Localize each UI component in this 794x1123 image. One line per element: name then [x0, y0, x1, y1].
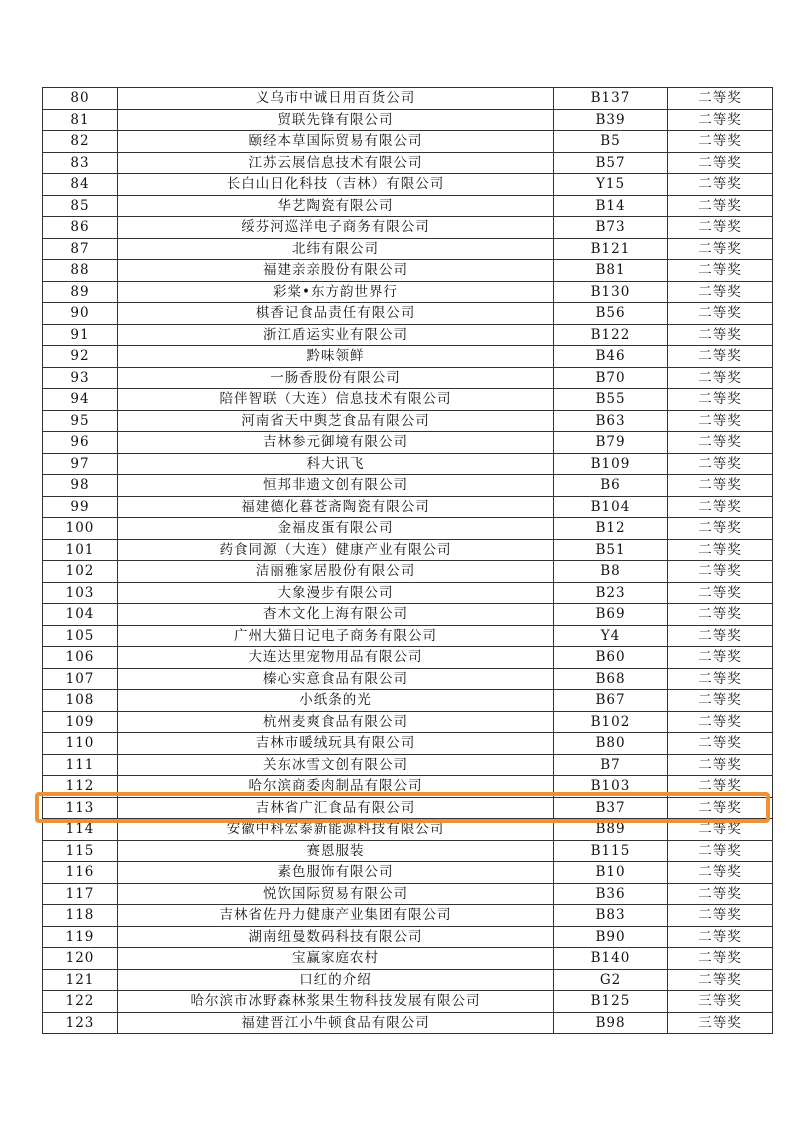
award-level: 二等奖: [668, 690, 773, 712]
table-row: [43, 776, 773, 798]
row-number: 92: [43, 346, 118, 368]
award-level: 二等奖: [668, 281, 773, 303]
company-name: 关东冰雪文创有限公司: [118, 754, 554, 776]
booth-code: B80: [554, 733, 668, 755]
company-name: 吉林省佐丹力健康产业集团有限公司: [118, 905, 554, 927]
table-row: [43, 883, 773, 905]
booth-code: B89: [554, 819, 668, 841]
company-name: 棋香记食品责任有限公司: [118, 303, 554, 325]
award-level: 二等奖: [668, 131, 773, 153]
booth-code: B79: [554, 432, 668, 454]
table-row: [43, 862, 773, 884]
booth-code: B39: [554, 109, 668, 131]
table-row: [43, 561, 773, 583]
row-number: 110: [43, 733, 118, 755]
company-name: 哈尔滨市冰野森林浆果生物科技发展有限公司: [118, 991, 554, 1013]
booth-code: B6: [554, 475, 668, 497]
award-level: 三等奖: [668, 991, 773, 1013]
row-number: 84: [43, 174, 118, 196]
row-number: 98: [43, 475, 118, 497]
table-row: [43, 797, 773, 819]
row-number: 103: [43, 582, 118, 604]
award-level: 二等奖: [668, 926, 773, 948]
company-name: 宝赢家庭农村: [118, 948, 554, 970]
row-number: 80: [43, 88, 118, 110]
row-number: 90: [43, 303, 118, 325]
row-number: 96: [43, 432, 118, 454]
award-level: 二等奖: [668, 346, 773, 368]
award-level: 二等奖: [668, 776, 773, 798]
row-number: 93: [43, 367, 118, 389]
booth-code: B7: [554, 754, 668, 776]
table-row: [43, 840, 773, 862]
table-row: [43, 668, 773, 690]
awards-table: [42, 87, 773, 1034]
row-number: 117: [43, 883, 118, 905]
row-number: 115: [43, 840, 118, 862]
table-row: [43, 604, 773, 626]
booth-code: B51: [554, 539, 668, 561]
booth-code: B90: [554, 926, 668, 948]
row-number: 113: [43, 797, 118, 819]
row-number: 108: [43, 690, 118, 712]
award-level: 二等奖: [668, 797, 773, 819]
booth-code: B121: [554, 238, 668, 260]
award-level: 二等奖: [668, 88, 773, 110]
row-number: 99: [43, 496, 118, 518]
row-number: 123: [43, 1012, 118, 1034]
table-row: [43, 582, 773, 604]
table-row: [43, 518, 773, 540]
company-name: 哈尔滨商委肉制品有限公司: [118, 776, 554, 798]
booth-code: B36: [554, 883, 668, 905]
row-number: 102: [43, 561, 118, 583]
company-name: 北纬有限公司: [118, 238, 554, 260]
company-name: 赛恩服装: [118, 840, 554, 862]
company-name: 素色服饰有限公司: [118, 862, 554, 884]
row-number: 85: [43, 195, 118, 217]
table-row: [43, 303, 773, 325]
table-row: [43, 367, 773, 389]
award-level: 二等奖: [668, 647, 773, 669]
table-row: [43, 174, 773, 196]
company-name: 浙江盾运实业有限公司: [118, 324, 554, 346]
row-number: 91: [43, 324, 118, 346]
row-number: 88: [43, 260, 118, 282]
award-level: 二等奖: [668, 174, 773, 196]
row-number: 86: [43, 217, 118, 239]
row-number: 107: [43, 668, 118, 690]
company-name: 小纸条的光: [118, 690, 554, 712]
award-level: 二等奖: [668, 754, 773, 776]
company-name: 绥芬河巡洋电子商务有限公司: [118, 217, 554, 239]
company-name: 吉林参元御境有限公司: [118, 432, 554, 454]
award-level: 二等奖: [668, 324, 773, 346]
table-row: [43, 647, 773, 669]
company-name: 福建晋江小牛顿食品有限公司: [118, 1012, 554, 1034]
row-number: 106: [43, 647, 118, 669]
row-number: 116: [43, 862, 118, 884]
row-number: 122: [43, 991, 118, 1013]
booth-code: B37: [554, 797, 668, 819]
award-level: 二等奖: [668, 883, 773, 905]
award-level: 二等奖: [668, 389, 773, 411]
company-name: 大象漫步有限公司: [118, 582, 554, 604]
award-level: 二等奖: [668, 905, 773, 927]
award-level: 二等奖: [668, 625, 773, 647]
table-row: [43, 948, 773, 970]
table-row: [43, 754, 773, 776]
booth-code: B102: [554, 711, 668, 733]
award-level: 二等奖: [668, 840, 773, 862]
row-number: 109: [43, 711, 118, 733]
company-name: 长白山日化科技（吉林）有限公司: [118, 174, 554, 196]
booth-code: Y15: [554, 174, 668, 196]
award-level: 二等奖: [668, 711, 773, 733]
booth-code: B103: [554, 776, 668, 798]
company-name: 口红的介绍: [118, 969, 554, 991]
table-row: [43, 217, 773, 239]
award-level: 二等奖: [668, 238, 773, 260]
booth-code: B137: [554, 88, 668, 110]
table-row: [43, 690, 773, 712]
award-level: 二等奖: [668, 668, 773, 690]
booth-code: B130: [554, 281, 668, 303]
company-name: 黔味领鲜: [118, 346, 554, 368]
award-level: 二等奖: [668, 109, 773, 131]
award-level: 二等奖: [668, 518, 773, 540]
booth-code: B68: [554, 668, 668, 690]
booth-code: B55: [554, 389, 668, 411]
award-level: 二等奖: [668, 367, 773, 389]
company-name: 杳木文化上海有限公司: [118, 604, 554, 626]
booth-code: B115: [554, 840, 668, 862]
table-row: [43, 819, 773, 841]
company-name: 金福皮蛋有限公司: [118, 518, 554, 540]
table-row: [43, 432, 773, 454]
table-row: [43, 733, 773, 755]
table-row: [43, 281, 773, 303]
table-row: [43, 969, 773, 991]
award-level: 二等奖: [668, 260, 773, 282]
table-row: [43, 453, 773, 475]
row-number: 100: [43, 518, 118, 540]
booth-code: G2: [554, 969, 668, 991]
row-number: 95: [43, 410, 118, 432]
booth-code: B140: [554, 948, 668, 970]
company-name: 华艺陶瓷有限公司: [118, 195, 554, 217]
booth-code: B12: [554, 518, 668, 540]
company-name: 安徽中科宏泰新能源科技有限公司: [118, 819, 554, 841]
booth-code: B46: [554, 346, 668, 368]
row-number: 97: [43, 453, 118, 475]
row-number: 81: [43, 109, 118, 131]
table-row: [43, 195, 773, 217]
award-level: 二等奖: [668, 539, 773, 561]
award-level: 二等奖: [668, 195, 773, 217]
booth-code: B81: [554, 260, 668, 282]
booth-code: Y4: [554, 625, 668, 647]
booth-code: B23: [554, 582, 668, 604]
company-name: 颐经本草国际贸易有限公司: [118, 131, 554, 153]
table-row: [43, 496, 773, 518]
company-name: 杭州麦爽食品有限公司: [118, 711, 554, 733]
row-number: 82: [43, 131, 118, 153]
award-level: 二等奖: [668, 969, 773, 991]
row-number: 119: [43, 926, 118, 948]
award-level: 二等奖: [668, 862, 773, 884]
booth-code: B67: [554, 690, 668, 712]
award-level: 二等奖: [668, 410, 773, 432]
company-name: 药食同源（大连）健康产业有限公司: [118, 539, 554, 561]
table-row: [43, 238, 773, 260]
company-name: 江苏云展信息技术有限公司: [118, 152, 554, 174]
booth-code: B57: [554, 152, 668, 174]
award-level: 二等奖: [668, 475, 773, 497]
award-level: 二等奖: [668, 561, 773, 583]
row-number: 83: [43, 152, 118, 174]
row-number: 112: [43, 776, 118, 798]
booth-code: B83: [554, 905, 668, 927]
company-name: 彩棠•东方韵世界行: [118, 281, 554, 303]
award-level: 二等奖: [668, 152, 773, 174]
booth-code: B14: [554, 195, 668, 217]
award-level: 二等奖: [668, 217, 773, 239]
row-number: 121: [43, 969, 118, 991]
booth-code: B122: [554, 324, 668, 346]
row-number: 87: [43, 238, 118, 260]
booth-code: B63: [554, 410, 668, 432]
company-name: 一肠香股份有限公司: [118, 367, 554, 389]
award-level: 二等奖: [668, 303, 773, 325]
company-name: 湖南纽曼数码科技有限公司: [118, 926, 554, 948]
table-row: [43, 711, 773, 733]
company-name: 恒邦非遗文创有限公司: [118, 475, 554, 497]
table-row: [43, 905, 773, 927]
booth-code: B69: [554, 604, 668, 626]
company-name: 洁丽雅家居股份有限公司: [118, 561, 554, 583]
table-row: [43, 324, 773, 346]
table-row: [43, 346, 773, 368]
table-row: [43, 991, 773, 1013]
row-number: 104: [43, 604, 118, 626]
award-level: 三等奖: [668, 1012, 773, 1034]
booth-code: B60: [554, 647, 668, 669]
company-name: 大连达里宠物用品有限公司: [118, 647, 554, 669]
company-name: 河南省天中舆芝食品有限公司: [118, 410, 554, 432]
row-number: 89: [43, 281, 118, 303]
award-level: 二等奖: [668, 453, 773, 475]
booth-code: B125: [554, 991, 668, 1013]
booth-code: B109: [554, 453, 668, 475]
booth-code: B56: [554, 303, 668, 325]
company-name: 贸联先锋有限公司: [118, 109, 554, 131]
row-number: 105: [43, 625, 118, 647]
table-row: [43, 475, 773, 497]
company-name: 吉林省广汇食品有限公司: [118, 797, 554, 819]
table-row: [43, 926, 773, 948]
company-name: 吉林市暖绒玩具有限公司: [118, 733, 554, 755]
table-row: [43, 625, 773, 647]
company-name: 广州大猫日记电子商务有限公司: [118, 625, 554, 647]
awards-table-body: [43, 88, 773, 1034]
table-row: [43, 109, 773, 131]
table-row: [43, 1012, 773, 1034]
award-level: 二等奖: [668, 948, 773, 970]
company-name: 悦饮国际贸易有限公司: [118, 883, 554, 905]
company-name: 福建德化暮苍斋陶瓷有限公司: [118, 496, 554, 518]
booth-code: B8: [554, 561, 668, 583]
booth-code: B73: [554, 217, 668, 239]
company-name: 陪伴智联（大连）信息技术有限公司: [118, 389, 554, 411]
award-level: 二等奖: [668, 604, 773, 626]
table-row: [43, 260, 773, 282]
row-number: 114: [43, 819, 118, 841]
award-level: 二等奖: [668, 733, 773, 755]
row-number: 94: [43, 389, 118, 411]
table-row: [43, 152, 773, 174]
table-row: [43, 410, 773, 432]
company-name: 榛心实意食品有限公司: [118, 668, 554, 690]
table-row: [43, 389, 773, 411]
company-name: 义乌市中诚日用百货公司: [118, 88, 554, 110]
company-name: 福建亲亲股份有限公司: [118, 260, 554, 282]
row-number: 120: [43, 948, 118, 970]
table-row: [43, 88, 773, 110]
booth-code: B5: [554, 131, 668, 153]
award-level: 二等奖: [668, 496, 773, 518]
table-row: [43, 131, 773, 153]
company-name: 科大讯飞: [118, 453, 554, 475]
booth-code: B70: [554, 367, 668, 389]
booth-code: B10: [554, 862, 668, 884]
award-level: 二等奖: [668, 819, 773, 841]
award-level: 二等奖: [668, 432, 773, 454]
row-number: 101: [43, 539, 118, 561]
row-number: 118: [43, 905, 118, 927]
booth-code: B104: [554, 496, 668, 518]
booth-code: B98: [554, 1012, 668, 1034]
award-level: 二等奖: [668, 582, 773, 604]
table-row: [43, 539, 773, 561]
row-number: 111: [43, 754, 118, 776]
